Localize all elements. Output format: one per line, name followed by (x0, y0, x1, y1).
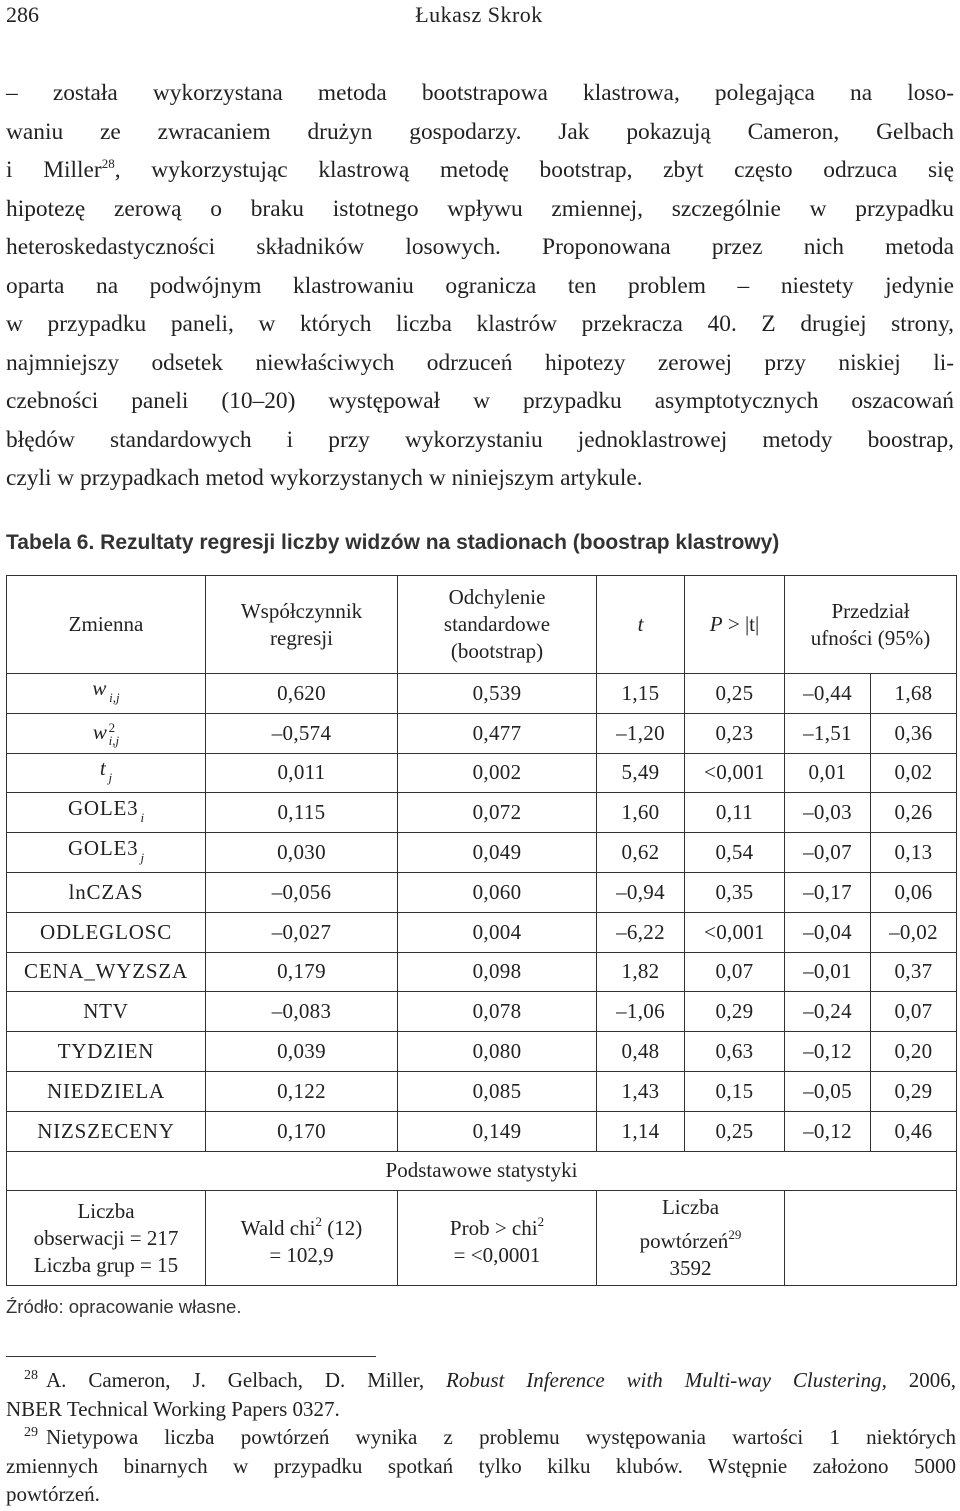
cell-coefficient: –0,027 (206, 912, 398, 952)
cell-coefficient: 0,011 (206, 753, 398, 793)
stats-row (7, 1191, 957, 1286)
cell-coefficient: –0,056 (206, 872, 398, 912)
cell-variable (7, 793, 206, 833)
cell-ci-lower: –0,44 (785, 674, 871, 714)
footnote-29: $^{29}$ Nietypowa liczba powtórzeń wynika z problemu występowania wartości 1 niektórych (24, 1425, 956, 1449)
table-row (7, 1111, 957, 1151)
variable-name: GOLE3 (67, 835, 139, 860)
cell-variable (7, 713, 206, 753)
footnote-29-continued: powtórzeń. (6, 1482, 100, 1506)
variable-subscript: j (140, 849, 145, 865)
cell-ci-lower: 0,01 (785, 753, 871, 793)
cell-coefficient: 0,170 (206, 1111, 398, 1151)
cell-ci-lower: –1,51 (785, 713, 871, 753)
variable-subscript: i,j (109, 690, 120, 706)
body-paragraph (6, 74, 954, 498)
stats-observations: Liczba obserwacji = 217 Liczba grup = 15 (7, 1191, 206, 1286)
cell-t-stat: –6,22 (597, 912, 685, 952)
paragraph-text: i Miller (6, 157, 102, 183)
variable-name: NIEDZIELA (47, 1078, 165, 1103)
variable-superscript: 2 (108, 720, 116, 736)
cell-standard-error: 0,539 (398, 674, 597, 714)
paragraph-line: czyli w przypadkach metod wykorzystanych w niniejszym artykule. (6, 465, 643, 491)
stats-section-row (7, 1151, 957, 1191)
cell-variable (7, 872, 206, 912)
footnote-divider (6, 1356, 376, 1357)
variable-name: ODLEGLOSC (39, 919, 173, 944)
variable-name: w (92, 676, 108, 701)
stats-empty-cell (785, 1191, 957, 1286)
regression-table (6, 575, 957, 1286)
cell-ci-lower: –0,05 (785, 1071, 871, 1111)
table-row (7, 1032, 957, 1072)
cell-standard-error: 0,477 (398, 713, 597, 753)
variable-name: NIZSZECENY (37, 1118, 175, 1143)
header-t: t (597, 576, 685, 674)
cell-ci-lower: –0,07 (785, 833, 871, 873)
stats-prob: Prob > chi$^2$ = <0,0001 (398, 1191, 597, 1286)
cell-t-stat: 1,15 (597, 674, 685, 714)
cell-variable (7, 753, 206, 793)
stats-replications: Liczba powtórzeń$^{29}$ 3592 (597, 1191, 785, 1286)
variable-name: lnCZAS (68, 879, 144, 904)
stats-section-title: Podstawowe statystyki (7, 1151, 957, 1191)
paragraph-line: w przypadku paneli, w których liczba klastrów przekracza 40. Z drugiej strony, (6, 311, 954, 337)
cell-standard-error: 0,049 (398, 833, 597, 873)
cell-p-value: <0,001 (685, 912, 785, 952)
paragraph-line: heteroskedastyczności składników losowych. Proponowana przez nich metoda (6, 234, 954, 260)
cell-t-stat: –0,94 (597, 872, 685, 912)
cell-standard-error: 0,098 (398, 952, 597, 992)
paragraph-line: oparta na podwójnym klastrowaniu ogranicza ten problem – niestety jedynie (6, 272, 954, 299)
paragraph-line: błędów standardowych i przy wykorzystaniu jednoklastrowej metody boostrap, (6, 426, 954, 453)
paragraph-line (6, 151, 954, 190)
cell-variable (7, 674, 206, 714)
paragraph-line: hipotezę zerową o braku istotnego wpływu zmiennej, szczególnie w przypadku (6, 195, 954, 222)
table-source: Źródło: opracowanie własne. (6, 1296, 242, 1317)
stats-wald: Wald chi$^2$ (12) = 102,9 (206, 1191, 398, 1286)
cell-t-stat: –1,20 (597, 713, 685, 753)
cell-variable (7, 833, 206, 873)
cell-t-stat: 1,43 (597, 1071, 685, 1111)
variable-subscript: i (140, 809, 145, 825)
footnotes (6, 1366, 956, 1509)
variable-name: TYDZIEN (57, 1039, 155, 1064)
cell-coefficient: –0,574 (206, 713, 398, 753)
cell-t-stat: 0,62 (597, 833, 685, 873)
cell-coefficient: 0,122 (206, 1071, 398, 1111)
cell-standard-error: 0,078 (398, 992, 597, 1032)
cell-t-stat: 1,14 (597, 1111, 685, 1151)
variable-name: w (92, 720, 108, 745)
paragraph-line: waniu ze zwracaniem drużyn gospodarzy. Jak pokazują Cameron, Gelbach (6, 118, 954, 145)
cell-variable (7, 1071, 206, 1111)
cell-ci-upper: 0,46 (871, 1111, 957, 1151)
cell-coefficient: 0,620 (206, 674, 398, 714)
footnote-number: 29 (24, 1425, 38, 1440)
footnote-29-continued: zmiennych binarnych w przypadku spotkań tylko kilku klubów. Wstępnie założono 5000 (6, 1453, 956, 1478)
header-confidence-interval: Przedział ufności (95%) (785, 576, 957, 674)
cell-ci-lower: –0,01 (785, 952, 871, 992)
header-p-value: P > |t| (685, 576, 785, 674)
cell-t-stat: 1,82 (597, 952, 685, 992)
table-row (7, 674, 957, 714)
table-row (7, 833, 957, 873)
cell-variable (7, 992, 206, 1032)
cell-ci-lower: –0,12 (785, 1032, 871, 1072)
cell-ci-upper: 0,06 (871, 872, 957, 912)
cell-standard-error: 0,060 (398, 872, 597, 912)
cell-coefficient: 0,030 (206, 833, 398, 873)
table-row (7, 713, 957, 753)
cell-p-value: 0,25 (685, 1111, 785, 1151)
running-head-author: Łukasz Skrok (415, 2, 543, 27)
paragraph-text: , wykorzystując klastrową metodę bootstrap, zbyt często odrzuca się (114, 157, 955, 183)
variable-name: t (99, 755, 107, 780)
cell-ci-upper: 0,26 (871, 793, 957, 833)
cell-ci-upper: 0,07 (871, 992, 957, 1032)
table-row (7, 992, 957, 1032)
table-row (7, 952, 957, 992)
cell-variable (7, 952, 206, 992)
cell-ci-upper: 1,68 (871, 674, 957, 714)
cell-p-value: 0,29 (685, 992, 785, 1032)
cell-ci-upper: 0,20 (871, 1032, 957, 1072)
cell-t-stat: 0,48 (597, 1032, 685, 1072)
cell-ci-upper: 0,37 (871, 952, 957, 992)
cell-ci-lower: –0,17 (785, 872, 871, 912)
cell-ci-lower: –0,03 (785, 793, 871, 833)
cell-t-stat: 1,60 (597, 793, 685, 833)
cell-standard-error: 0,080 (398, 1032, 597, 1072)
cell-coefficient: –0,083 (206, 992, 398, 1032)
cell-ci-upper: 0,29 (871, 1071, 957, 1111)
cell-p-value: <0,001 (685, 753, 785, 793)
header-coefficient: Współczynnik regresji (206, 576, 398, 674)
cell-variable (7, 1032, 206, 1072)
table-caption: Tabela 6. Rezultaty regresji liczby widzów na stadionach (boostrap klastrowy) (6, 531, 780, 554)
cell-t-stat: –1,06 (597, 992, 685, 1032)
cell-ci-upper: –0,02 (871, 912, 957, 952)
footnote-number: 28 (24, 1368, 38, 1383)
table-row (7, 912, 957, 952)
variable-name: CENA_WYZSZA (24, 959, 188, 984)
table-row (7, 1071, 957, 1111)
cell-standard-error: 0,002 (398, 753, 597, 793)
cell-variable (7, 912, 206, 952)
cell-standard-error: 0,149 (398, 1111, 597, 1151)
cell-standard-error: 0,004 (398, 912, 597, 952)
cell-ci-upper: 0,02 (871, 753, 957, 793)
cell-p-value: 0,35 (685, 872, 785, 912)
cell-p-value: 0,25 (685, 674, 785, 714)
cell-variable (7, 1111, 206, 1151)
variable-name: NTV (83, 999, 129, 1024)
cell-p-value: 0,63 (685, 1032, 785, 1072)
cell-p-value: 0,23 (685, 713, 785, 753)
cell-ci-lower: –0,04 (785, 912, 871, 952)
table-row (7, 872, 957, 912)
footnote-ref-28[interactable]: 28 (101, 156, 115, 171)
page-header (6, 2, 952, 28)
cell-ci-upper: 0,13 (871, 833, 957, 873)
cell-t-stat: 5,49 (597, 753, 685, 793)
variable-name: GOLE3 (67, 795, 139, 820)
cell-coefficient: 0,115 (206, 793, 398, 833)
cited-title: Robust Inference with Multi-way Clustering, (446, 1368, 887, 1392)
cell-p-value: 0,54 (685, 833, 785, 873)
page-number: 286 (6, 2, 39, 27)
cell-standard-error: 0,072 (398, 793, 597, 833)
paragraph-line: – została wykorzystana metoda bootstrapowa klastrowa, polegająca na loso- (6, 80, 954, 106)
table-header-row (7, 576, 957, 674)
variable-subscript: j (108, 769, 113, 785)
cell-p-value: 0,07 (685, 952, 785, 992)
table-row (7, 793, 957, 833)
variable-subscript: i,j (108, 733, 120, 749)
footnote-28-continued: NBER Technical Working Papers 0327. (6, 1396, 340, 1421)
cell-ci-upper: 0,36 (871, 713, 957, 753)
cell-p-value: 0,15 (685, 1071, 785, 1111)
cell-ci-lower: –0,24 (785, 992, 871, 1032)
paragraph-line: najmniejszy odsetek niewłaściwych odrzuceń hipotezy zerowej przy niskiej li- (6, 349, 954, 376)
cell-coefficient: 0,039 (206, 1032, 398, 1072)
paragraph-line: czebności paneli (10–20) występował w przypadku asymptotycznych oszacowań (6, 388, 954, 414)
footnote-28: $^{28}$ A. Cameron, J. Gelbach, D. Miller, Robust Inference with Multi-way Clustering, 2006, (24, 1368, 957, 1392)
cell-p-value: 0,11 (685, 793, 785, 833)
cell-coefficient: 0,179 (206, 952, 398, 992)
cell-ci-lower: –0,12 (785, 1111, 871, 1151)
table-row (7, 753, 957, 793)
header-standard-error: Odchylenie standardowe (bootstrap) (398, 576, 597, 674)
header-variable: Zmienna (7, 576, 206, 674)
cell-standard-error: 0,085 (398, 1071, 597, 1111)
